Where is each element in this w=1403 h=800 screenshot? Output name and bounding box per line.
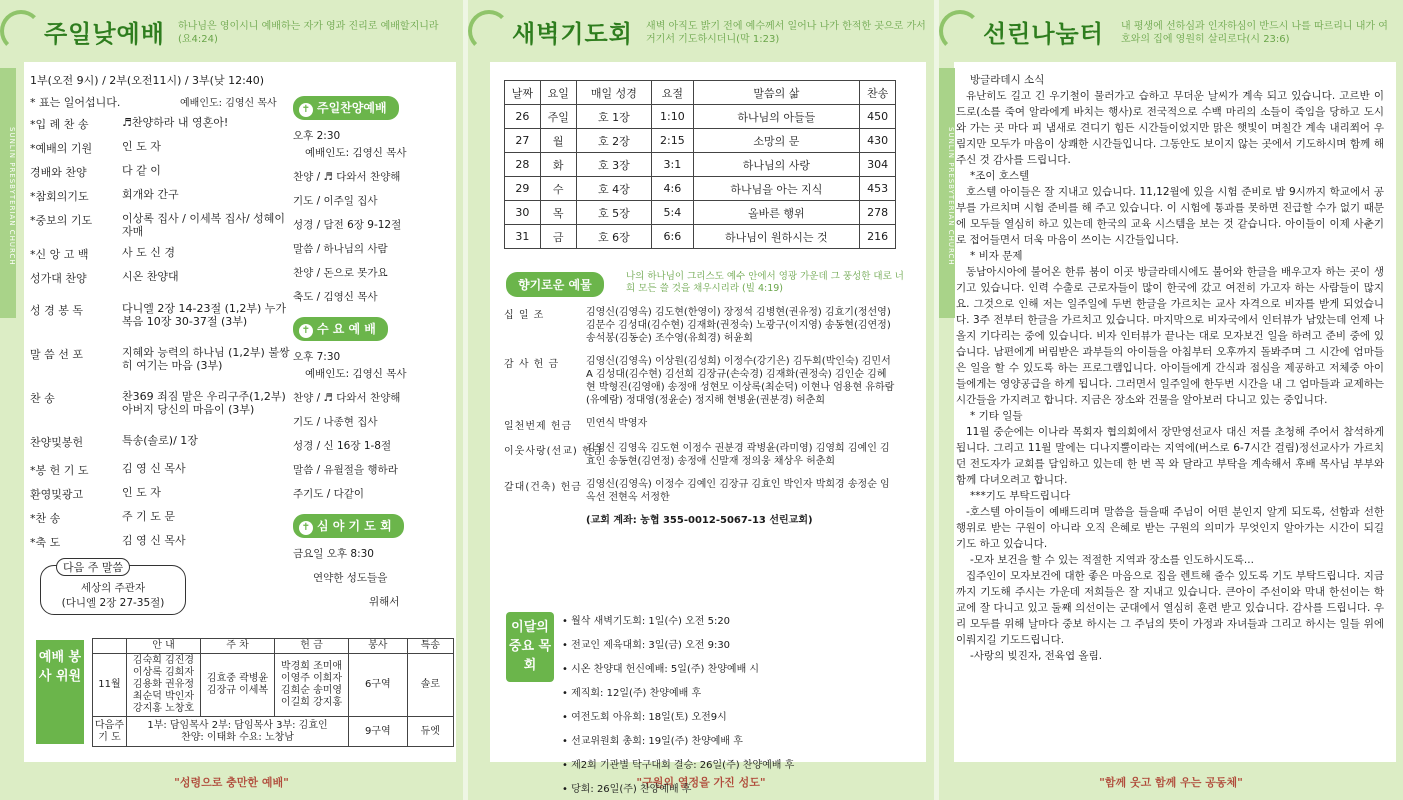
dawn-table-body [505,105,896,249]
dawn-cell: 호 6장 [576,225,652,249]
order-row [30,212,292,238]
sidebar-church-name: SUNLIN PRESBYTERIAN CHURCH [0,68,16,318]
news-paragraph: * 기타 일들 [970,410,1023,422]
order-value: 김 영 신 목사 [122,462,186,475]
wed-leader: 예배인도: 김영신 목사 [305,368,407,380]
dawn-cell: 26 [505,105,541,129]
order-value: 사 도 신 경 [122,246,175,259]
offering-value: 김영신(김영옥) 이정수 김예인 김장규 김효인 박인자 박희경 송정순 임옥선 전현옥 서정한 [586,479,890,503]
offering-row [504,306,896,345]
praise-leader: 예배인도: 김영신 목사 [305,147,407,159]
standing-note: * 표는 일어섭니다. [30,96,121,109]
event-item: • 월삭 새벽기도회: 1일(수) 오전 5:20 [562,616,731,627]
staff-head-special: 특송 [407,639,453,654]
dawn-cell: 1:10 [652,105,693,129]
night-line2: 위해서 [369,596,400,608]
offering-value: 김영신(김영옥) 이상원(김성희) 이정수(강기은) 김두회(박인숙) 김민서A 김성대(김수현) 김선희 김장규(손숙경) 김재화(권정숙) 김인순 김혜현 박형진(김영애) 송정애 성현모 이상록(최순덕) 이현나 엄용현 유하람(유예람) 정대영(정윤순) 정지해 현병윤(권분경) 허춘희 [586,356,895,406]
events-list [562,612,902,800]
worship-order [30,72,292,558]
night-prayer-pill [293,514,404,538]
dawn-header-cell: 찬송 [860,81,896,105]
order-label: 찬양및봉헌 [30,436,84,449]
staff-next-line2: 찬양: 이태화 수요: 노창남 [181,731,294,743]
praise-time: 오후 2:30 [293,130,341,142]
footer-slogan: "함께 웃고 함께 우는 공동체" [1099,776,1243,789]
dawn-cell: 31 [505,225,541,249]
event-item: • 여전도회 아유회: 18일(토) 오전9시 [562,712,727,723]
dawn-cell: 450 [860,105,896,129]
dawn-row [505,129,896,153]
offering-pill [506,272,604,297]
praise-line: 말씀 / 하나님의 사람 [293,243,388,255]
news-paragraph: -사랑의 빚진자, 전육엽 올림. [970,650,1103,662]
news-paragraph: -모자 보건을 할 수 있는 적절한 지역과 장소를 인도하시도록... [970,554,1254,566]
worship-leader: 예배인도: 김영신 목사 [180,98,277,109]
dawn-row [505,201,896,225]
news-paragraph: 호스텔 아이들은 잘 지내고 있습니다. 11,12월에 있을 시험 준비로 밤 9시까지 학교에서 공부를 가르치며 시험 준비를 해 주고 있습니다. 이 시험에 통과를 못하면 진급할 수가 없기 때문에 모두들 열심히 하고 있는데 한국의 교육 시스템을 보는 것 같습니다. 아이들이 이제 사춘기로 접어들면서 더욱 마음이 쓰이는 시간들입니다. [956,186,1384,246]
offering-row [504,478,896,504]
order-value: 주 기 도 문 [122,510,175,523]
header [468,0,934,62]
offering-title: 향기로운 예물 [506,272,604,297]
order-row [30,510,292,526]
staff-head-blank [93,639,127,654]
page-title: 선린나눔터 [983,20,1104,48]
order-label: *참회의기도 [30,190,89,203]
wed-time: 오후 7:30 [293,351,341,363]
offering-value: 김영신 김영옥 김도현 이정수 권분경 곽병윤(라미영) 김영희 김예인 김효인 송동현(김연정) 송정애 신말재 정의웅 채상우 허춘희 [586,443,890,467]
wed-title: 수 요 예 배 [317,322,376,336]
order-value: 김 영 신 목사 [122,534,186,547]
dawn-cell: 453 [860,177,896,201]
order-row [30,116,292,132]
staff-head-offering: 헌 금 [275,639,349,654]
order-value: 특송(솔로)/ 1장 [122,434,198,447]
cross-icon: ✝ [299,324,313,338]
order-label: *축 도 [30,536,61,549]
dawn-cell: 5:4 [652,201,693,225]
dawn-cell: 430 [860,129,896,153]
dawn-cell: 278 [860,201,896,225]
order-label: 성 경 봉 독 [30,304,83,317]
dawn-cell: 화 [540,153,576,177]
dawn-cell: 올바른 행위 [693,201,860,225]
dawn-cell: 하나님이 원하시는 것 [693,225,860,249]
order-label: *예배의 기원 [30,142,93,155]
order-row [30,270,292,286]
wednesday-pill [293,317,388,341]
dawn-cell: 216 [860,225,896,249]
events-side-label: 이달의 중요 목회 [506,612,554,682]
dawn-table-header [505,81,896,105]
event-item: • 전교인 제육대회: 3일(금) 오전 9:30 [562,640,731,651]
dawn-header-cell: 매일 성경 [576,81,652,105]
offering-label [504,514,586,527]
dawn-cell: 주일 [540,105,576,129]
dawn-header-cell: 요절 [652,81,693,105]
order-label: *신 앙 고 백 [30,248,89,261]
offering-label: 십 일 조 [504,310,545,321]
wed-line: 찬양 / ♬ 다와서 찬양해 [293,392,401,404]
praise-line: 찬양 / ♬ 다와서 찬양해 [293,171,401,183]
offering-row [504,355,896,407]
night-time: 금요일 오후 8:30 [293,548,374,560]
news-paragraph: -호스텔 아이들이 예배드리며 말씀을 들을때 주님이 어떤 분인지 알게 되도록, 선함과 선한 행위로 받는 구원이 아니라 오직 은혜로 받는 구원의 의미가 무엇인지 알아가는 시간이 되길 기도 하고 있습니다. [956,506,1384,550]
dawn-cell: 304 [860,153,896,177]
event-item: • 시온 찬양대 헌신예배: 5일(주) 찬양예배 시 [562,664,760,675]
dawn-row [505,105,896,129]
staff-parking: 김효중 곽병윤 김장규 이세복 [201,654,275,717]
news-paragraph: 11월 중순에는 이나라 목회자 협의회에서 장만영선교사 대신 저를 초청해 주어서 참석하게 됩니다. 그리고 11월 말에는 디나지뿔이라는 지역에(버스로 6-7시간 걸림)정선교사가 가르치던 전도자가 교회를 담임하고 있는데 한 번 꼭 와 달라고 부탁을 계속해서 후배 목사님 부부와 함께 다녀오려고 합니다. [956,426,1384,486]
dawn-cell: 월 [540,129,576,153]
order-value: 지혜와 능력의 하나님 (1,2부) 불쌍히 여기는 마음 (3부) [122,346,290,372]
staff-month: 11월 [93,654,127,717]
news-paragraph: 동남아시아에 불어온 한류 붐이 이곳 방글라데시에도 불어와 한글을 배우고자 하는 곳이 생기고 있습니다. 인력 수출로 근로자들이 많이 한국에 갔고 여전히 가고자 하는 사람들이 많지요. 그것으로 인해 저는 일주일에 두번 한글을 가르치는 교사 자격으로 비자를 받게 되었습니다. 3주 전부터 한글을 가르치고 있습니다. 마지막으로 비자국에서 인터뷰가 남았는데 언제 나올지 기다리는 중에 있습니다. 비자 인터뷰가 끝나는 대로 모자보건 일을 하려고 준비 중에 있습니다. 남편에게 버림받은 과부들의 아이들을 아침부터 오후까지 돌봐주며 그 시간에 엄마들은 일을 할 수 있도록 하는 프로그램입니다. 아이들에게 간식과 점심을 제공하고 저체중 아이들에게는 영양공급을 하게 됩니다. 그러면서 일주일에 한두번 시간을 내 그 엄마들과 교제하는 시간들을 가지려고 합니다. 지금은 장소와 건물을 알아보러 다니고 있는 중입니다. [956,266,1384,406]
news-paragraph: *조이 호스텔 [970,170,1030,182]
staff-head-parking: 주 차 [201,639,275,654]
order-value: 회개와 간구 [122,188,179,201]
wed-line: 주기도 / 다같이 [293,488,365,500]
news-paragraph: 집주인이 모자보건에 대한 좋은 마음으로 집을 렌트해 줄수 있도록 기도 부탁드립니다. 지금까지 기도해 주시는 가운데 저희들은 잘 지내고 있습니다. 큰아이 주선이와 막내 한선이는 학교에 잘 다니고 있고 둘째 의선이는 군대에서 열심히 훈련 받고 있습니다. 감사를 드립니다. 우리 모두를 위해 날마다 중보 하시는 그 주님의 뜻이 가정과 자녀들과 그리고 하시는 일들 위에 이뤄지길 기도드립니다. [956,570,1384,646]
offering-label: 이웃사랑(선교) 헌금 [504,446,604,457]
offering-row [504,514,896,527]
swirl-icon [468,10,510,52]
dawn-cell: 하나님의 사랑 [693,153,860,177]
order-value: 이상록 집사 / 이세복 집사/ 성혜이 자매 [122,212,286,238]
next-week-title: 세상의 주관자 [80,582,146,594]
dawn-cell: 소망의 문 [693,129,860,153]
dawn-cell: 27 [505,129,541,153]
order-row [30,188,292,204]
dawn-cell: 수 [540,177,576,201]
order-label: 성가대 찬양 [30,272,87,285]
dawn-cell: 호 4장 [576,177,652,201]
cross-icon: ✝ [299,103,313,117]
panel-sunday-worship [0,0,463,800]
praise-title: 주일찬양예배 [317,101,387,115]
staff-guide: 김숙희 김진경 이상록 김희자 김용화 권유정 최순덕 박인자 강지홍 노창호 [127,654,201,717]
staff-head-guide: 안 내 [127,639,201,654]
dawn-cell: 29 [505,177,541,201]
swirl-icon [939,10,981,52]
order-row [30,246,292,262]
dawn-schedule-table [504,80,896,249]
staff-next-service: 9구역 [349,717,408,747]
page-title: 새벽기도회 [512,20,633,48]
header [939,0,1403,62]
header [0,0,463,62]
order-row [30,390,292,416]
mission-news [956,72,1384,664]
offering-label: 갈대(건축) 헌금 [504,482,582,493]
offering-row [504,417,896,432]
staff-next-line1: 1부: 담임목사 2부: 담임목사 3부: 김효인 [147,719,328,731]
order-row [30,462,292,478]
news-paragraph: * 비자 문제 [970,250,1023,262]
praise-line: 축도 / 김영신 목사 [293,291,378,303]
order-row [30,534,292,550]
dawn-header-cell: 날짜 [505,81,541,105]
dawn-cell: 하나님을 아는 지식 [693,177,860,201]
news-paragraph: 방글라데시 소식 [970,74,1045,86]
wed-line: 기도 / 나종현 집사 [293,416,378,428]
order-value: 인 도 자 [122,486,161,499]
header-verse: 내 평생에 선하심과 인자하심이 반드시 나를 따르리니 내가 여호와의 집에 영원히 살리로다(시 23:6) [1121,21,1388,45]
order-value: 인 도 자 [122,140,161,153]
next-week-label: 다음 주 말씀 [56,558,130,576]
night-title: 심 야 기 도 회 [317,519,392,533]
dawn-cell: 30 [505,201,541,225]
order-label: *입 례 찬 송 [30,118,89,131]
staff-next-prayer [127,717,349,747]
news-paragraph: ***기도 부탁드립니다 [970,490,1071,502]
order-label: *봉 헌 기 도 [30,464,89,477]
order-row [30,486,292,502]
order-label: *찬 송 [30,512,61,525]
offering-label: 감 사 헌 금 [504,359,560,370]
praise-line: 찬양 / 돈으로 못가요 [293,267,388,279]
order-row [30,434,292,450]
footer-slogan: "구원의 열정을 가진 성도" [636,776,766,789]
staff-next-label: 다음주 기 도 [93,717,127,747]
order-value: 다 같 이 [122,164,161,177]
praise-line: 기도 / 이주일 집사 [293,195,378,207]
staff-side-label: 예배 봉사 위원 [36,640,84,744]
order-label: 말 씀 선 포 [30,348,83,361]
dawn-cell: 4:6 [652,177,693,201]
staff-head-service: 봉사 [349,639,408,654]
order-label: *중보의 기도 [30,214,93,227]
dawn-header-cell: 요일 [540,81,576,105]
other-services [293,96,453,618]
swirl-icon [0,10,42,52]
wed-lines [293,390,453,501]
offering-row [504,442,896,468]
header-verse: 하나님은 영이시니 예배하는 자가 영과 진리로 예배할지니라(요4:24) [178,21,439,45]
offering-label: 일천번제 헌금 [504,421,573,432]
dawn-cell: 목 [540,201,576,225]
dawn-cell: 2:15 [652,129,693,153]
footer-slogan: "성령으로 충만한 예배" [174,776,289,789]
event-item: • 당회: 26일(주) 찬양예배 후 [562,784,692,795]
order-label: 찬 송 [30,392,55,405]
news-paragraph: 유난히도 길고 긴 우기철이 물러가고 습하고 무더운 날씨가 계속 되고 있습니다. 고르반 이드로(소를 죽여 알라에게 바치는 행사)로 전국적으로 수백 마리의 소들이 죽임을 당하고 도시와 가는 곳 마다 피 냄새로 견디기 힘든 시간들이었지만 맑은 햇빛이 며칠간 계속 내리쬐어 우림지만 모두가 마음이 상쾌한 시간들입니다. 그동안도 보이지 않는 곳에서 기도하시며 함께 해 주신 것 감사를 드립니다. [956,90,1384,166]
offering-value: (교회 계좌: 농협 355-0012-5067-13 선린교회) [586,515,813,526]
cross-icon: ✝ [299,521,313,535]
staff-special: 솔로 [407,654,453,717]
offering-value: 민연식 박영자 [586,418,648,429]
order-label: 경배와 찬양 [30,166,87,179]
praise-line: 성경 / 담전 6장 9-12절 [293,219,402,231]
page-title: 주일낮예배 [44,20,165,48]
dawn-cell: 하나님의 아들들 [693,105,860,129]
dawn-cell: 금 [540,225,576,249]
dawn-cell: 호 5장 [576,201,652,225]
order-label: 환영및광고 [30,488,84,501]
praise-lines [293,169,453,304]
order-row [30,346,292,372]
dawn-header-cell: 말씀의 삶 [693,81,860,105]
event-item: • 제직회: 12일(주) 찬양예배 후 [562,688,702,699]
dawn-cell: 3:1 [652,153,693,177]
wed-line: 말씀 / 유월절을 행하라 [293,464,398,476]
sidebar-church-name: SUNLIN PRESBYTERIAN CHURCH [939,68,955,318]
dawn-row [505,153,896,177]
dawn-cell: 호 1장 [576,105,652,129]
dawn-cell: 6:6 [652,225,693,249]
praise-worship-pill [293,96,399,120]
order-value: 찬369 죄짐 맡은 우리구주(1,2부) 아버지 당신의 마음이 (3부) [122,390,286,416]
order-row [30,302,292,328]
event-item: • 제2회 기관별 탁구대회 결승: 26일(주) 찬양예배 후 [562,760,795,771]
order-row [30,140,292,156]
dawn-cell: 호 3장 [576,153,652,177]
wed-line: 성경 / 신 16장 1-8절 [293,440,392,452]
order-value: 다니엘 2장 14-23절 (1,2부) 누가복음 10장 30-37절 (3부) [122,302,287,328]
event-item: • 선교위원회 총회: 19일(주) 찬양예배 후 [562,736,743,747]
next-week-ref: (다니엘 2장 27-35절) [61,597,165,609]
dawn-row [505,225,896,249]
staff-offering: 박경희 조미애 이영주 이희자 김희순 송미영 이길희 강지홍 [275,654,349,717]
dawn-cell: 28 [505,153,541,177]
service-times: 1부(오전 9시) / 2부(오전11시) / 3부(낮 12:40) [30,74,265,87]
dawn-cell: 호 2장 [576,129,652,153]
offerings-list [504,306,896,537]
order-list [30,116,292,550]
order-value: 시온 찬양대 [122,270,179,283]
order-value: ♬찬양하라 내 영혼아! [122,116,229,129]
staff-table [92,638,454,747]
staff-next-special: 듀엣 [407,717,453,747]
offering-verse: 나의 하나님이 그리스도 예수 안에서 영광 가운데 그 풍성한 대로 너희 모든 쓸 것을 채우시리라 (빌 4:19) [626,271,904,294]
night-line1: 연약한 성도들을 [313,572,388,584]
order-row [30,164,292,180]
offering-value: 김영신(김영옥) 김도현(한영이) 장정석 김병현(권유정) 김효기(정선영) 김문수 김성대(김수현) 김재화(권정숙) 노광구(이지영) 송동현(김연정) 송석봉(김동순) 조수영(유희경) 허윤회 [586,307,891,344]
header-verse: 새벽 아직도 밝기 전에 예수께서 일어나 나가 한적한 곳으로 가서 거기서 기도하시더니(막 1:23) [646,21,926,45]
dawn-row [505,177,896,201]
staff-service: 6구역 [349,654,408,717]
